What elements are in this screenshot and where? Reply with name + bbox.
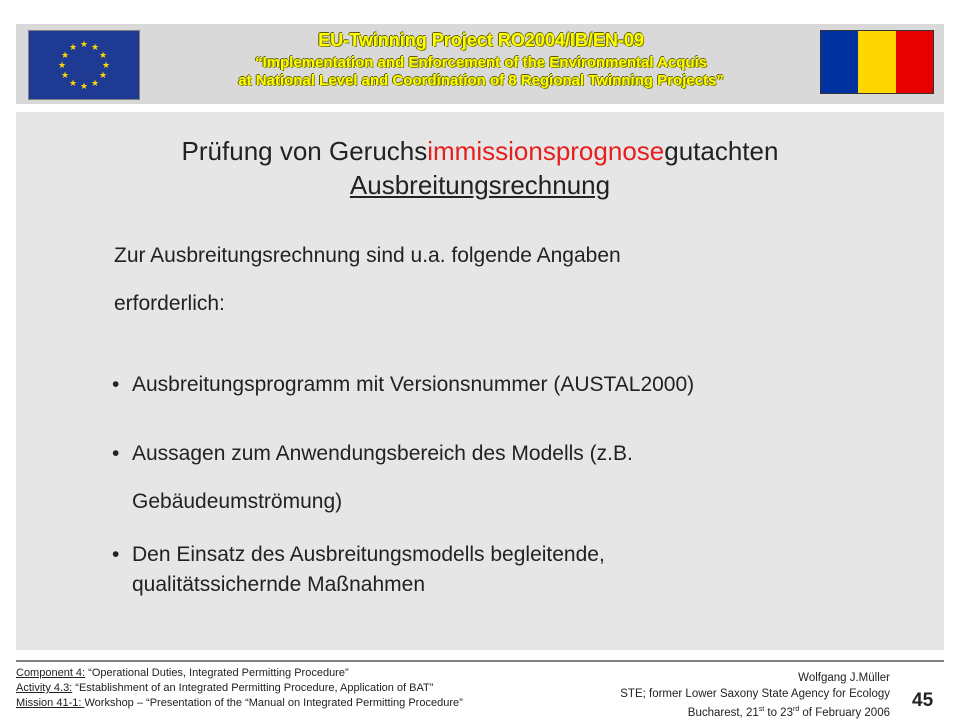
bullet-icon: • bbox=[112, 442, 120, 465]
flag-stripe-blue bbox=[821, 31, 858, 93]
slide-title bbox=[16, 136, 944, 167]
header-banner bbox=[16, 24, 944, 104]
eu-stars-icon bbox=[29, 31, 139, 99]
svg-text:★: ★ bbox=[98, 71, 108, 81]
footer-divider bbox=[16, 660, 944, 662]
list-item bbox=[112, 370, 932, 400]
bullet-icon: • bbox=[112, 373, 120, 396]
romania-flag-icon bbox=[820, 30, 934, 94]
svg-text:★: ★ bbox=[60, 51, 70, 61]
svg-text:★: ★ bbox=[68, 43, 78, 53]
eu-flag-icon bbox=[28, 30, 140, 100]
title-part-2: gutachten bbox=[664, 136, 779, 166]
page-number: 45 bbox=[912, 690, 934, 711]
mission-label: Mission 41-1: bbox=[16, 697, 85, 709]
svg-text:★: ★ bbox=[57, 61, 67, 71]
project-subtitle-line1: “Implementation and Enforcement of the Environmental Acquis bbox=[255, 54, 707, 71]
intro-line-1: Zur Ausbreitungsrechnung sind u.a. folgende Angaben bbox=[114, 244, 621, 267]
intro-paragraph bbox=[114, 232, 874, 328]
svg-text:★: ★ bbox=[101, 61, 111, 71]
svg-text:★: ★ bbox=[90, 43, 100, 53]
flag-stripe-yellow bbox=[858, 31, 895, 93]
component-text: “Operational Duties, Integrated Permitting Procedure” bbox=[85, 667, 349, 679]
date-sup: st bbox=[758, 706, 765, 713]
component-label: Component 4: bbox=[16, 667, 86, 679]
list-item bbox=[112, 540, 812, 600]
list-item-text: Ausbreitungsprogramm mit Versionsnummer (AUSTAL2000) bbox=[132, 373, 695, 396]
author-org: STE; former Lower Saxony State Agency for Ecology bbox=[620, 688, 890, 700]
intro-line-2: erforderlich: bbox=[114, 292, 225, 315]
activity-label: Activity 4.3: bbox=[16, 682, 73, 694]
date-part: Bucharest, 21 bbox=[687, 706, 759, 719]
flag-stripe-red bbox=[896, 31, 933, 93]
date-sup: rd bbox=[792, 706, 800, 713]
bullet-icon: • bbox=[112, 543, 120, 566]
list-item-text-cont: qualitätssichernde Maßnahmen bbox=[132, 573, 425, 596]
svg-text:★: ★ bbox=[79, 40, 89, 50]
svg-text:★: ★ bbox=[98, 51, 108, 61]
project-title: EU-Twinning Project RO2004/IB/EN-09 bbox=[318, 30, 644, 50]
svg-text:★: ★ bbox=[90, 79, 100, 89]
mission-text: Workshop – “Presentation of the “Manual on Integrated Permitting Procedure” bbox=[84, 697, 463, 709]
svg-text:★: ★ bbox=[79, 82, 89, 92]
title-part-1: Prüfung von Geruchs bbox=[181, 136, 428, 166]
slide-subtitle bbox=[16, 170, 944, 201]
author-name: Wolfgang J.Müller bbox=[798, 672, 890, 684]
list-item-text-cont: Gebäudeumströmung) bbox=[132, 490, 343, 513]
title-accent: immissionsprognose bbox=[427, 136, 665, 166]
list-item bbox=[112, 430, 812, 526]
list-item-text: Aussagen zum Anwendungsbereich des Modells (z.B. bbox=[132, 442, 633, 465]
svg-text:★: ★ bbox=[68, 79, 78, 89]
footer-author-info bbox=[470, 670, 890, 721]
svg-text:★: ★ bbox=[60, 71, 70, 81]
activity-text: “Establishment of an Integrated Permitting Procedure, Application of BAT” bbox=[72, 682, 434, 694]
date-part: of February 2006 bbox=[799, 706, 890, 719]
date-part: to 23 bbox=[764, 706, 793, 719]
subtitle-text: Ausbreitungsrechnung bbox=[349, 170, 611, 200]
place-date bbox=[470, 702, 890, 721]
slide-content bbox=[16, 112, 944, 650]
list-item-text: Den Einsatz des Ausbreitungsmodells begleitende, bbox=[132, 543, 605, 566]
project-subtitle-line2: at National Level and Coordination of 8 Regional Twinning Projects” bbox=[238, 72, 724, 89]
